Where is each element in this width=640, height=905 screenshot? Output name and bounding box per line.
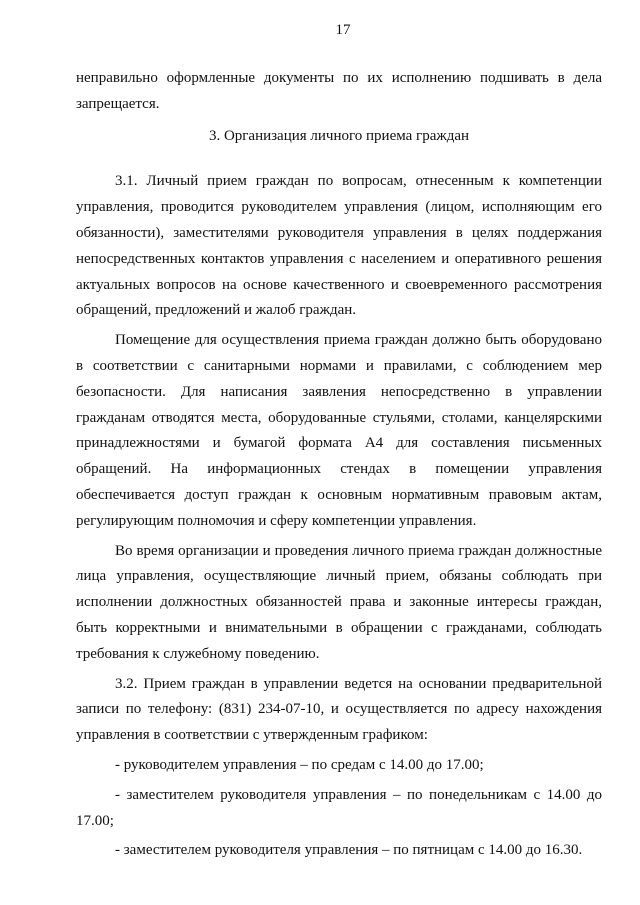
section-heading: 3. Организация личного приема граждан xyxy=(208,127,470,144)
page-number: 17 xyxy=(335,22,351,38)
carryover-line-2: запрещается. xyxy=(76,95,160,112)
schedule-list xyxy=(76,753,602,864)
carryover-line-1: неправильно оформленные документы по их исполнению подшивать в дела xyxy=(76,70,602,86)
schedule-item-head: - руководителем управления – по средам с 14.00 до 17.00; xyxy=(115,756,484,773)
paragraph-3-1: 3.1. Личный прием граждан по вопросам, отнесенным к компетенции управления, проводится руководителем управления (лицом, исполняющим его обязанности), заместителями руководителя управления в целях поддержания непосредственных контактов управления с населением и оперативного решения актуальных вопросов на основе качественного и своевременного рассмотрения обращений, предложений и жалоб граждан. xyxy=(76,173,602,319)
paragraph-3-2: 3.2. Прием граждан в управлении ведется на основании предварительной записи по телефону: (831) 234-07-10, и осуществляется по адресу нахождения управления в соответствии с утвержденным графиком: xyxy=(76,675,602,744)
paragraph-premises: Помещение для осуществления приема граждан должно быть оборудовано в соответствии с санитарными нормами и правилами, с соблюдением мер безопасности. Для написания заявления непосредственно в управлении гражданам отводятся места, оборудованные стульями, столами, канцелярскими принадлежностями и бумагой формата А4 для составления письменных обращений. На информационных стендах в помещении управления обеспечивается доступ граждан к основным нормативным правовым актам, регулирующим полномочия и сферу компетенции управления. xyxy=(76,332,602,529)
paragraph-officials-conduct: Во время организации и проведения личного приема граждан должностные лица управления, осуществляющие личный прием, обязаны соблюдать при исполнении должностных обязанностей права и законные интересы граждан, быть корректными и внимательными в обращении с гражданами, соблюдать требования к служебному поведению. xyxy=(76,542,602,662)
schedule-item-deputy-friday: - заместителем руководителя управления – по пятницам с 14.00 до 16.30. xyxy=(115,842,583,859)
schedule-item-deputy-monday: - заместителем руководителя управления – по понедельникам с 14.00 до 17.00; xyxy=(76,786,602,829)
